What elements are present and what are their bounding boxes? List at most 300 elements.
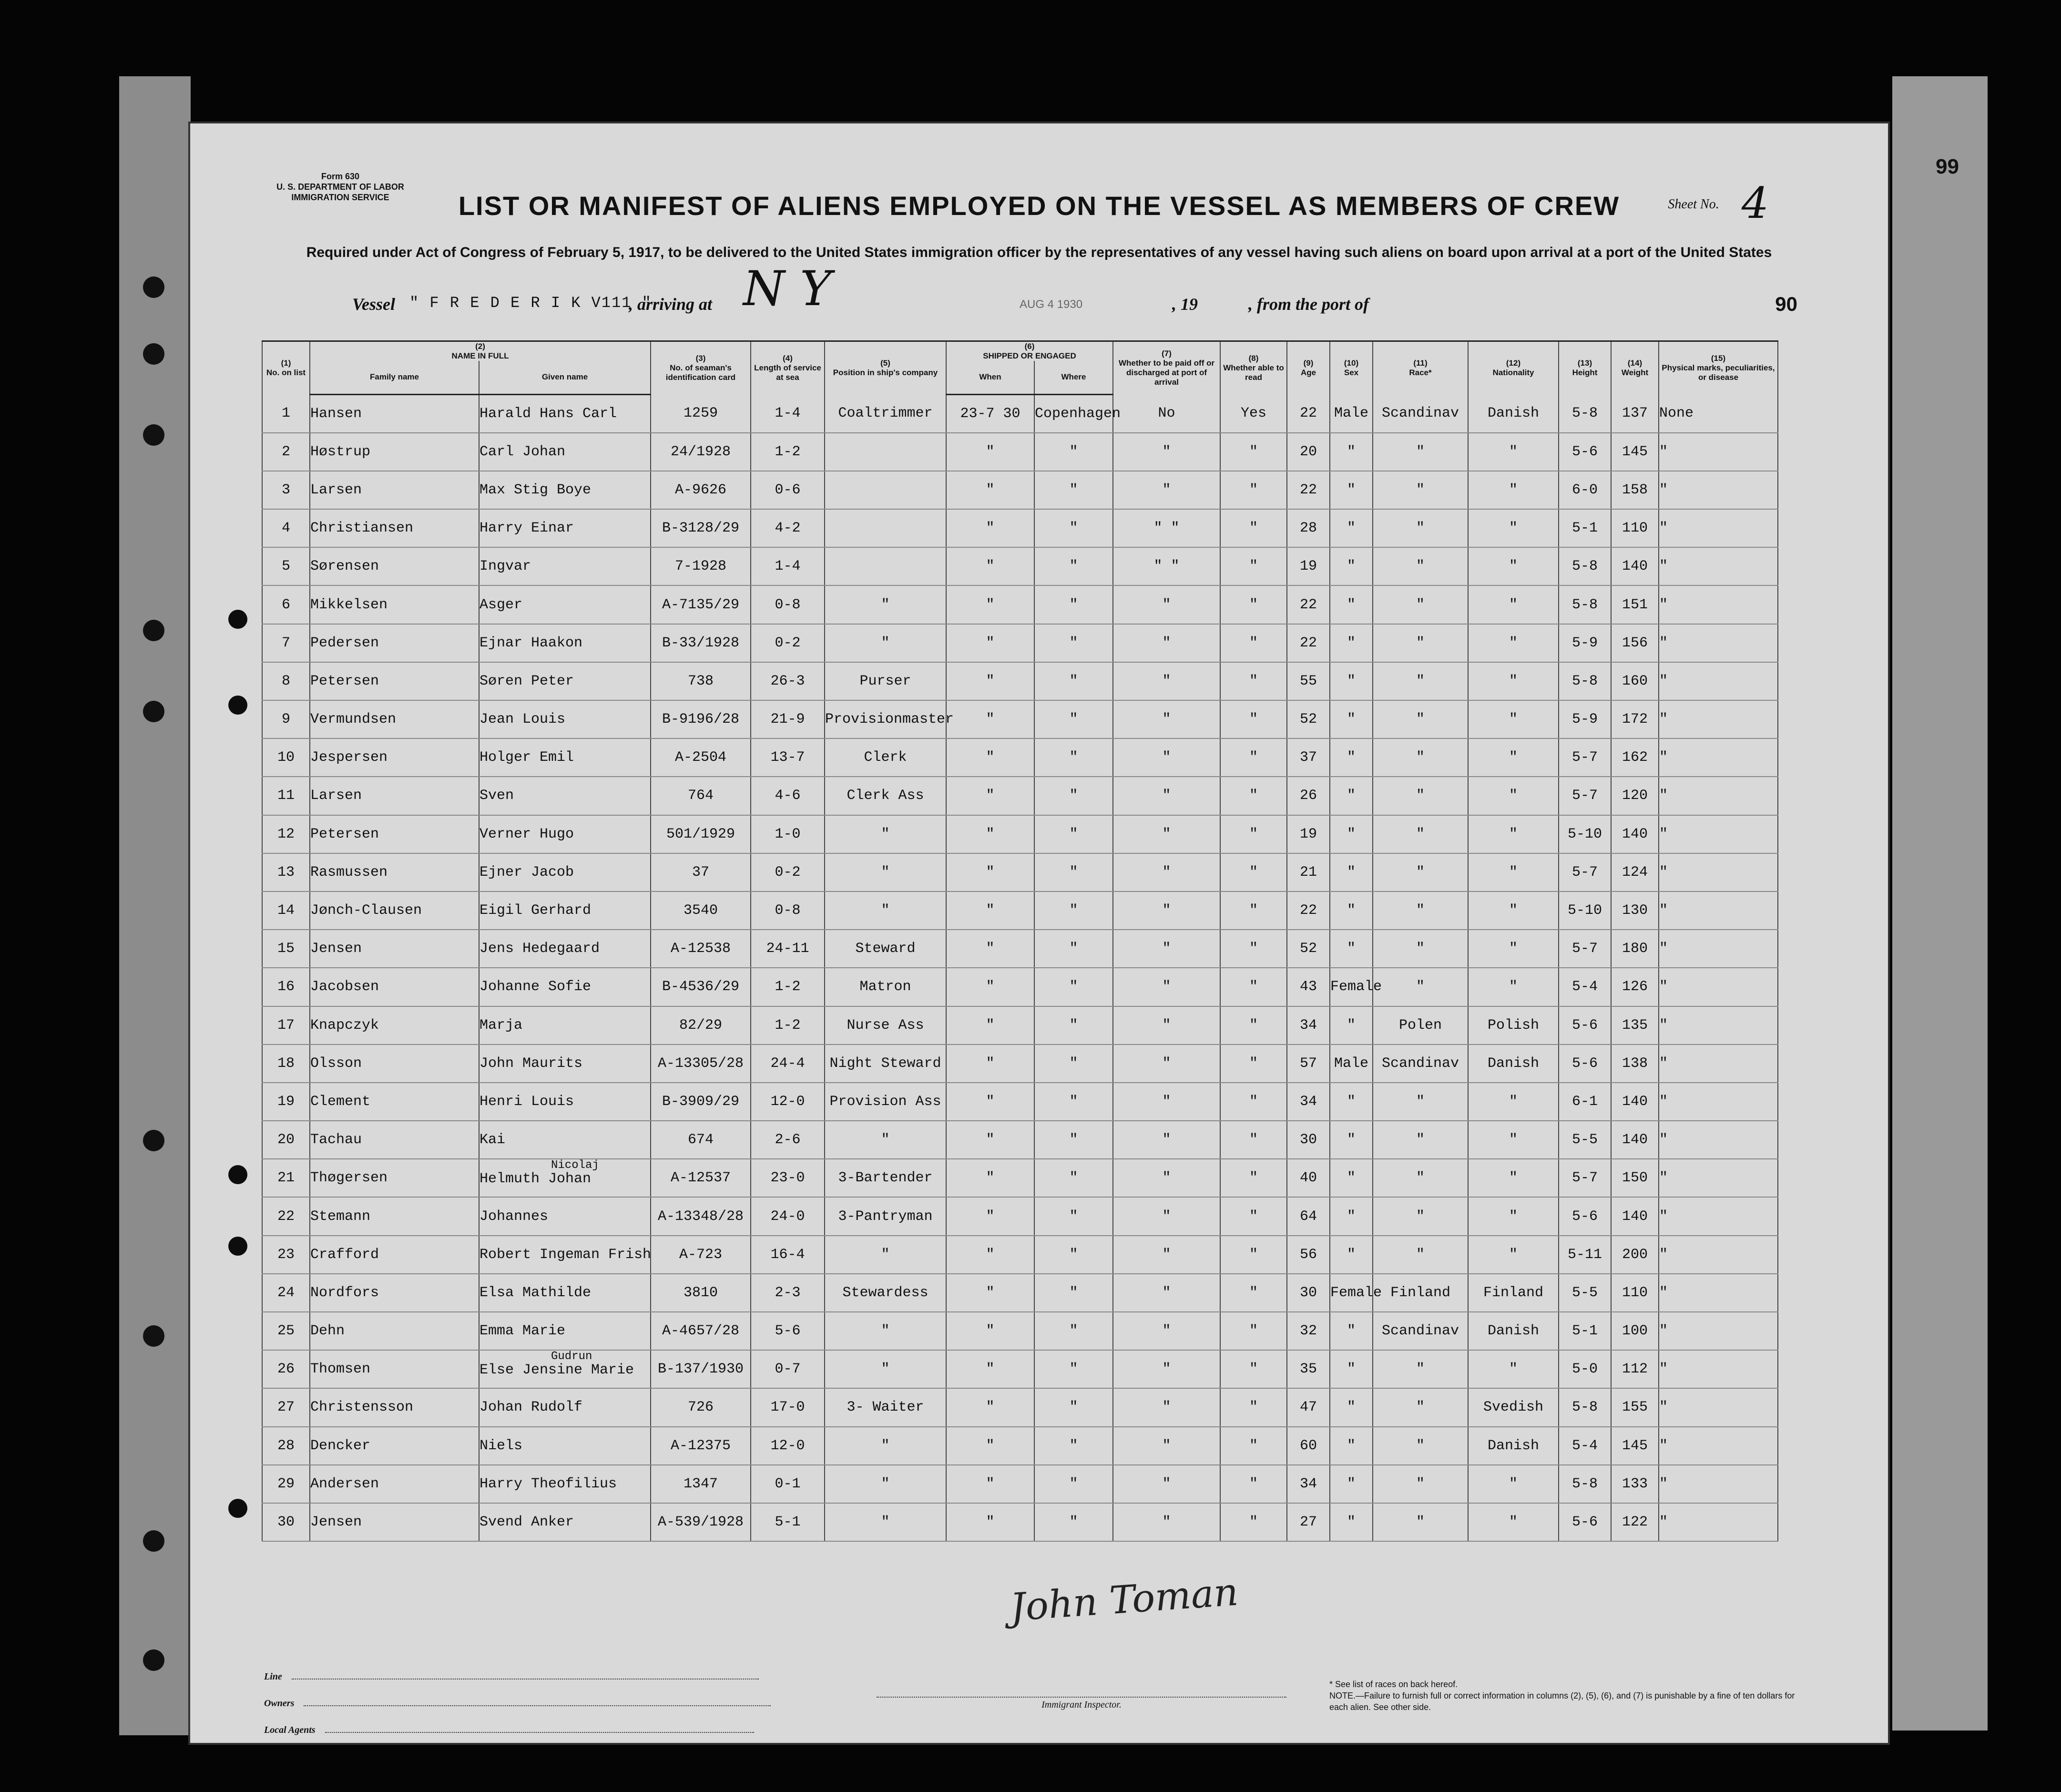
- sex-cell: ": [1330, 930, 1373, 968]
- service-length-cell: 0-2: [751, 853, 825, 891]
- paid-off-cell: No: [1113, 394, 1220, 433]
- nationality-cell: ": [1468, 585, 1559, 624]
- id-card-cell: 7-1928: [651, 547, 751, 585]
- table-row: [262, 662, 1778, 700]
- height-cell: 6-0: [1559, 471, 1611, 509]
- service-length-cell: 4-6: [751, 777, 825, 815]
- position-cell: ": [825, 891, 946, 930]
- nationality-cell: ": [1468, 1121, 1559, 1159]
- shipped-where-cell: ": [1034, 700, 1113, 738]
- weight-cell: 162: [1611, 738, 1659, 777]
- able-to-read-cell: ": [1220, 1350, 1287, 1388]
- shipped-when-cell: ": [946, 433, 1034, 471]
- header-nationality: (12) Nationality: [1468, 341, 1559, 395]
- position-cell: Provisionmaster: [825, 700, 946, 738]
- paid-off-cell: ": [1113, 1427, 1220, 1465]
- sex-cell: ": [1330, 433, 1373, 471]
- family-name-cell: Knapczyk: [310, 1006, 479, 1044]
- family-name-cell: Dencker: [310, 1427, 479, 1465]
- service-length-cell: 0-2: [751, 624, 825, 662]
- race-cell: ": [1373, 585, 1468, 624]
- header-no: (1) No. on list: [262, 341, 310, 395]
- service-length-cell: 21-9: [751, 700, 825, 738]
- position-cell: ": [825, 1503, 946, 1541]
- race-cell: ": [1373, 1083, 1468, 1121]
- row-number: 16: [262, 968, 310, 1006]
- family-name-cell: Crafford: [310, 1236, 479, 1274]
- shipped-where-cell: ": [1034, 815, 1113, 853]
- family-name-cell: Christensson: [310, 1388, 479, 1426]
- height-cell: 5-9: [1559, 700, 1611, 738]
- age-cell: 56: [1287, 1236, 1330, 1274]
- shipped-where-cell: ": [1034, 1197, 1113, 1235]
- physical-marks-cell: ": [1659, 815, 1778, 853]
- table-row: [262, 891, 1778, 930]
- able-to-read-cell: ": [1220, 1388, 1287, 1426]
- height-cell: 5-11: [1559, 1236, 1611, 1274]
- manifest-sheet: [188, 122, 1890, 1745]
- shipped-where-cell: ": [1034, 968, 1113, 1006]
- weight-cell: 140: [1611, 1083, 1659, 1121]
- weight-cell: 140: [1611, 1121, 1659, 1159]
- race-cell: ": [1373, 1503, 1468, 1541]
- header-given-name: Given name: [479, 361, 651, 394]
- physical-marks-cell: ": [1659, 891, 1778, 930]
- table-row: [262, 1121, 1778, 1159]
- paid-off-cell: ": [1113, 1503, 1220, 1541]
- able-to-read-cell: ": [1220, 1006, 1287, 1044]
- punch-hole: [228, 1499, 247, 1518]
- height-cell: 5-8: [1559, 547, 1611, 585]
- paid-off-cell: ": [1113, 815, 1220, 853]
- back-page-number: 99: [1936, 155, 1959, 178]
- position-cell: Nurse Ass: [825, 1006, 946, 1044]
- height-cell: 5-8: [1559, 1388, 1611, 1426]
- weight-cell: 130: [1611, 891, 1659, 930]
- row-number: 12: [262, 815, 310, 853]
- position-cell: ": [825, 1465, 946, 1503]
- race-cell: Polen: [1373, 1006, 1468, 1044]
- weight-cell: 133: [1611, 1465, 1659, 1503]
- sex-cell: ": [1330, 1006, 1373, 1044]
- id-card-cell: 674: [651, 1121, 751, 1159]
- binding-hole: [143, 1130, 164, 1151]
- paid-off-cell: " ": [1113, 547, 1220, 585]
- paid-off-cell: ": [1113, 1388, 1220, 1426]
- given-name-cell: Johan Rudolf: [479, 1388, 651, 1426]
- race-cell: ": [1373, 1350, 1468, 1388]
- weight-cell: 124: [1611, 853, 1659, 891]
- age-cell: 27: [1287, 1503, 1330, 1541]
- id-card-cell: 37: [651, 853, 751, 891]
- age-cell: 34: [1287, 1006, 1330, 1044]
- able-to-read-cell: Yes: [1220, 394, 1287, 433]
- owners-field: [304, 1705, 771, 1706]
- physical-marks-cell: ": [1659, 1159, 1778, 1197]
- sex-cell: ": [1330, 1388, 1373, 1426]
- id-card-cell: 82/29: [651, 1006, 751, 1044]
- able-to-read-cell: ": [1220, 968, 1287, 1006]
- row-number: 9: [262, 700, 310, 738]
- id-card-cell: A-539/1928: [651, 1503, 751, 1541]
- id-card-cell: 738: [651, 662, 751, 700]
- row-number: 27: [262, 1388, 310, 1426]
- sex-cell: ": [1330, 1159, 1373, 1197]
- paid-off-cell: ": [1113, 1044, 1220, 1083]
- service-length-cell: 0-1: [751, 1465, 825, 1503]
- header-height: (13) Height: [1559, 341, 1611, 395]
- weight-cell: 110: [1611, 509, 1659, 547]
- row-number: 21: [262, 1159, 310, 1197]
- given-name-cell: Max Stig Boye: [479, 471, 651, 509]
- header-sex: (10) Sex: [1330, 341, 1373, 395]
- shipped-where-cell: ": [1034, 1388, 1113, 1426]
- age-cell: 34: [1287, 1465, 1330, 1503]
- able-to-read-cell: ": [1220, 700, 1287, 738]
- header-where: Where: [1034, 361, 1113, 394]
- shipped-when-cell: ": [946, 930, 1034, 968]
- position-cell: [825, 509, 946, 547]
- height-cell: 5-7: [1559, 1159, 1611, 1197]
- service-length-cell: 0-6: [751, 471, 825, 509]
- service-length-cell: 5-6: [751, 1312, 825, 1350]
- family-name-cell: Jespersen: [310, 738, 479, 777]
- family-name-cell: Pedersen: [310, 624, 479, 662]
- header-position: (5) Position in ship's company: [825, 341, 946, 395]
- age-cell: 19: [1287, 815, 1330, 853]
- given-name-cell: Harry Theofilius: [479, 1465, 651, 1503]
- service-length-cell: 1-4: [751, 547, 825, 585]
- row-number: 11: [262, 777, 310, 815]
- age-cell: 60: [1287, 1427, 1330, 1465]
- sex-cell: ": [1330, 1083, 1373, 1121]
- row-number: 30: [262, 1503, 310, 1541]
- weight-cell: 150: [1611, 1159, 1659, 1197]
- id-card-cell: B-137/1930: [651, 1350, 751, 1388]
- height-cell: 5-6: [1559, 433, 1611, 471]
- race-note: * See list of races on back hereof.: [1329, 1679, 1458, 1689]
- race-cell: ": [1373, 815, 1468, 853]
- row-number: 10: [262, 738, 310, 777]
- table-row: [262, 1465, 1778, 1503]
- service-length-cell: 4-2: [751, 509, 825, 547]
- id-card-cell: 1259: [651, 394, 751, 433]
- table-row: [262, 1236, 1778, 1274]
- weight-cell: 155: [1611, 1388, 1659, 1426]
- given-name-cell: Asger: [479, 585, 651, 624]
- id-card-cell: A-4657/28: [651, 1312, 751, 1350]
- nationality-cell: Danish: [1468, 1427, 1559, 1465]
- physical-marks-cell: ": [1659, 585, 1778, 624]
- position-cell: Provision Ass: [825, 1083, 946, 1121]
- row-number: 13: [262, 853, 310, 891]
- year-label: , 19: [1172, 295, 1198, 314]
- given-name-cell: Johanne Sofie: [479, 968, 651, 1006]
- age-cell: 22: [1287, 394, 1330, 433]
- service-length-cell: 12-0: [751, 1427, 825, 1465]
- age-cell: 22: [1287, 891, 1330, 930]
- footer-notes: [1329, 1679, 1806, 1713]
- weight-cell: 135: [1611, 1006, 1659, 1044]
- physical-marks-cell: ": [1659, 738, 1778, 777]
- physical-marks-cell: ": [1659, 1350, 1778, 1388]
- service-length-cell: 1-0: [751, 815, 825, 853]
- service-length-cell: 23-0: [751, 1159, 825, 1197]
- age-cell: 30: [1287, 1274, 1330, 1312]
- position-cell: ": [825, 585, 946, 624]
- able-to-read-cell: ": [1220, 891, 1287, 930]
- shipped-when-cell: ": [946, 1236, 1034, 1274]
- penalty-note: NOTE.—Failure to furnish full or correct information in columns (2), (5), (6), and (7) is punishable by a fine of ten dollars for each alien. See other side.: [1329, 1691, 1795, 1712]
- document-title: LIST OR MANIFEST OF ALIENS EMPLOYED ON THE VESSEL AS MEMBERS OF CREW: [458, 191, 1620, 221]
- shipped-where-cell: ": [1034, 585, 1113, 624]
- given-name-cell: Harry Einar: [479, 509, 651, 547]
- shipped-when-cell: ": [946, 815, 1034, 853]
- nationality-cell: ": [1468, 624, 1559, 662]
- local-agents-field: [325, 1732, 754, 1733]
- height-cell: 5-5: [1559, 1274, 1611, 1312]
- given-name-cell: Sven: [479, 777, 651, 815]
- height-cell: 5-6: [1559, 1044, 1611, 1083]
- nationality-cell: Danish: [1468, 394, 1559, 433]
- service-length-cell: 13-7: [751, 738, 825, 777]
- physical-marks-cell: ": [1659, 853, 1778, 891]
- inspector-signature-line: Immigrant Inspector.: [877, 1697, 1286, 1710]
- shipped-when-cell: ": [946, 777, 1034, 815]
- physical-marks-cell: ": [1659, 1006, 1778, 1044]
- nationality-cell: ": [1468, 891, 1559, 930]
- nationality-cell: ": [1468, 1236, 1559, 1274]
- paid-off-cell: ": [1113, 1083, 1220, 1121]
- weight-cell: 200: [1611, 1236, 1659, 1274]
- shipped-when-cell: ": [946, 1159, 1034, 1197]
- age-cell: 52: [1287, 930, 1330, 968]
- height-cell: 5-9: [1559, 624, 1611, 662]
- paid-off-cell: ": [1113, 853, 1220, 891]
- shipped-when-cell: 23-7 30: [946, 394, 1034, 433]
- service-length-cell: 24-4: [751, 1044, 825, 1083]
- weight-cell: 138: [1611, 1044, 1659, 1083]
- nationality-cell: ": [1468, 1465, 1559, 1503]
- weight-cell: 156: [1611, 624, 1659, 662]
- age-cell: 28: [1287, 509, 1330, 547]
- binding-hole: [143, 1325, 164, 1347]
- weight-cell: 120: [1611, 777, 1659, 815]
- shipped-when-cell: ": [946, 1503, 1034, 1541]
- table-row: [262, 1388, 1778, 1426]
- shipped-where-cell: ": [1034, 471, 1113, 509]
- shipped-when-cell: ": [946, 1006, 1034, 1044]
- nationality-cell: ": [1468, 738, 1559, 777]
- id-card-cell: 764: [651, 777, 751, 815]
- height-cell: 5-7: [1559, 777, 1611, 815]
- weight-cell: 112: [1611, 1350, 1659, 1388]
- table-body: [262, 394, 1778, 1541]
- paid-off-cell: ": [1113, 1006, 1220, 1044]
- shipped-where-cell: ": [1034, 891, 1113, 930]
- age-cell: 30: [1287, 1121, 1330, 1159]
- sex-cell: Male: [1330, 394, 1373, 433]
- from-port-label: , from the port of: [1248, 295, 1369, 314]
- family-name-cell: Stemann: [310, 1197, 479, 1235]
- binding-hole: [143, 1530, 164, 1552]
- nationality-cell: Danish: [1468, 1312, 1559, 1350]
- given-name-cell: Søren Peter: [479, 662, 651, 700]
- side-number: 90: [1775, 293, 1797, 315]
- height-cell: 5-6: [1559, 1503, 1611, 1541]
- physical-marks-cell: ": [1659, 1312, 1778, 1350]
- paid-off-cell: ": [1113, 1274, 1220, 1312]
- physical-marks-cell: ": [1659, 1465, 1778, 1503]
- able-to-read-cell: ": [1220, 738, 1287, 777]
- table-row: [262, 738, 1778, 777]
- family-name-cell: Christiansen: [310, 509, 479, 547]
- physical-marks-cell: ": [1659, 700, 1778, 738]
- header-card: (3) No. of seaman's identification card: [651, 341, 751, 395]
- given-name-cell: Ejner Jacob: [479, 853, 651, 891]
- age-cell: 35: [1287, 1350, 1330, 1388]
- service-length-cell: 2-3: [751, 1274, 825, 1312]
- family-name-cell: Tachau: [310, 1121, 479, 1159]
- table-row: [262, 853, 1778, 891]
- sex-cell: Female: [1330, 1274, 1373, 1312]
- service-length-cell: 24-11: [751, 930, 825, 968]
- age-cell: 52: [1287, 700, 1330, 738]
- age-cell: 57: [1287, 1044, 1330, 1083]
- race-cell: ": [1373, 471, 1468, 509]
- age-cell: 22: [1287, 471, 1330, 509]
- physical-marks-cell: ": [1659, 930, 1778, 968]
- service-length-cell: 24-0: [751, 1197, 825, 1235]
- height-cell: 5-1: [1559, 1312, 1611, 1350]
- position-cell: Purser: [825, 662, 946, 700]
- header-when: When: [946, 361, 1034, 394]
- weight-cell: 158: [1611, 471, 1659, 509]
- shipped-where-cell: ": [1034, 662, 1113, 700]
- service-length-cell: 12-0: [751, 1083, 825, 1121]
- crew-manifest-table: [262, 340, 1778, 1542]
- height-cell: 5-6: [1559, 1006, 1611, 1044]
- row-number: 24: [262, 1274, 310, 1312]
- position-cell: Steward: [825, 930, 946, 968]
- race-cell: ": [1373, 1236, 1468, 1274]
- position-cell: [825, 471, 946, 509]
- height-cell: 5-8: [1559, 1465, 1611, 1503]
- vessel-label: Vessel: [352, 295, 395, 314]
- sex-cell: ": [1330, 471, 1373, 509]
- family-name-cell: Mikkelsen: [310, 585, 479, 624]
- given-name-cell: Verner Hugo: [479, 815, 651, 853]
- height-cell: 5-7: [1559, 930, 1611, 968]
- paid-off-cell: ": [1113, 891, 1220, 930]
- weight-cell: 122: [1611, 1503, 1659, 1541]
- able-to-read-cell: ": [1220, 1121, 1287, 1159]
- id-card-cell: A-9626: [651, 471, 751, 509]
- row-number: 7: [262, 624, 310, 662]
- service-length-cell: 0-7: [751, 1350, 825, 1388]
- race-cell: ": [1373, 777, 1468, 815]
- paid-off-cell: ": [1113, 1121, 1220, 1159]
- table-row: [262, 624, 1778, 662]
- id-card-cell: B-9196/28: [651, 700, 751, 738]
- table-row: [262, 433, 1778, 471]
- binding-hole: [143, 343, 164, 365]
- shipped-when-cell: ": [946, 509, 1034, 547]
- table-row: [262, 1274, 1778, 1312]
- shipped-where-cell: ": [1034, 1312, 1113, 1350]
- line-label: Line: [264, 1671, 282, 1682]
- service-length-cell: 17-0: [751, 1388, 825, 1426]
- service-length-cell: 0-8: [751, 891, 825, 930]
- race-cell: ": [1373, 624, 1468, 662]
- sex-cell: ": [1330, 891, 1373, 930]
- id-card-cell: A-13348/28: [651, 1197, 751, 1235]
- header-name: (2) NAME IN FULL: [310, 341, 651, 361]
- id-card-cell: B-3909/29: [651, 1083, 751, 1121]
- race-cell: ": [1373, 853, 1468, 891]
- given-name-cell: Svend Anker: [479, 1503, 651, 1541]
- position-cell: ": [825, 853, 946, 891]
- table-row: [262, 585, 1778, 624]
- paid-off-cell: ": [1113, 700, 1220, 738]
- table-row: [262, 1197, 1778, 1235]
- id-card-cell: A-723: [651, 1236, 751, 1274]
- given-name-cell: Ingvar: [479, 547, 651, 585]
- shipped-where-cell: ": [1034, 738, 1113, 777]
- physical-marks-cell: ": [1659, 1083, 1778, 1121]
- service-length-cell: 2-6: [751, 1121, 825, 1159]
- race-cell: ": [1373, 433, 1468, 471]
- binding-hole: [143, 1649, 164, 1671]
- service-length-cell: 16-4: [751, 1236, 825, 1274]
- punch-hole: [228, 1237, 247, 1256]
- shipped-when-cell: ": [946, 968, 1034, 1006]
- nationality-cell: Finland: [1468, 1274, 1559, 1312]
- given-name-cell: [479, 1350, 651, 1388]
- position-cell: ": [825, 1427, 946, 1465]
- shipped-when-cell: ": [946, 1350, 1034, 1388]
- header-paid-off: (7) Whether to be paid off or discharged at port of arrival: [1113, 341, 1220, 395]
- shipped-where-cell: ": [1034, 1274, 1113, 1312]
- shipped-when-cell: ": [946, 662, 1034, 700]
- paid-off-cell: ": [1113, 624, 1220, 662]
- position-cell: ": [825, 815, 946, 853]
- id-card-cell: A-12538: [651, 930, 751, 968]
- race-cell: ": [1373, 891, 1468, 930]
- weight-cell: 151: [1611, 585, 1659, 624]
- race-cell: Scandinav: [1373, 1044, 1468, 1083]
- able-to-read-cell: ": [1220, 1083, 1287, 1121]
- table-row: [262, 394, 1778, 433]
- sex-cell: ": [1330, 700, 1373, 738]
- sex-cell: Male: [1330, 1044, 1373, 1083]
- table-row: [262, 1083, 1778, 1121]
- shipped-when-cell: ": [946, 1197, 1034, 1235]
- weight-cell: 172: [1611, 700, 1659, 738]
- height-cell: 5-10: [1559, 891, 1611, 930]
- shipped-when-cell: ": [946, 471, 1034, 509]
- sex-cell: ": [1330, 777, 1373, 815]
- sex-cell: Female: [1330, 968, 1373, 1006]
- family-name-cell: Rasmussen: [310, 853, 479, 891]
- physical-marks-cell: ": [1659, 624, 1778, 662]
- row-number: 3: [262, 471, 310, 509]
- given-name-addition: Nicolaj: [551, 1159, 599, 1172]
- given-name-cell: John Maurits: [479, 1044, 651, 1083]
- shipped-when-cell: ": [946, 1121, 1034, 1159]
- position-cell: ": [825, 624, 946, 662]
- arriving-port: N Y: [743, 261, 832, 317]
